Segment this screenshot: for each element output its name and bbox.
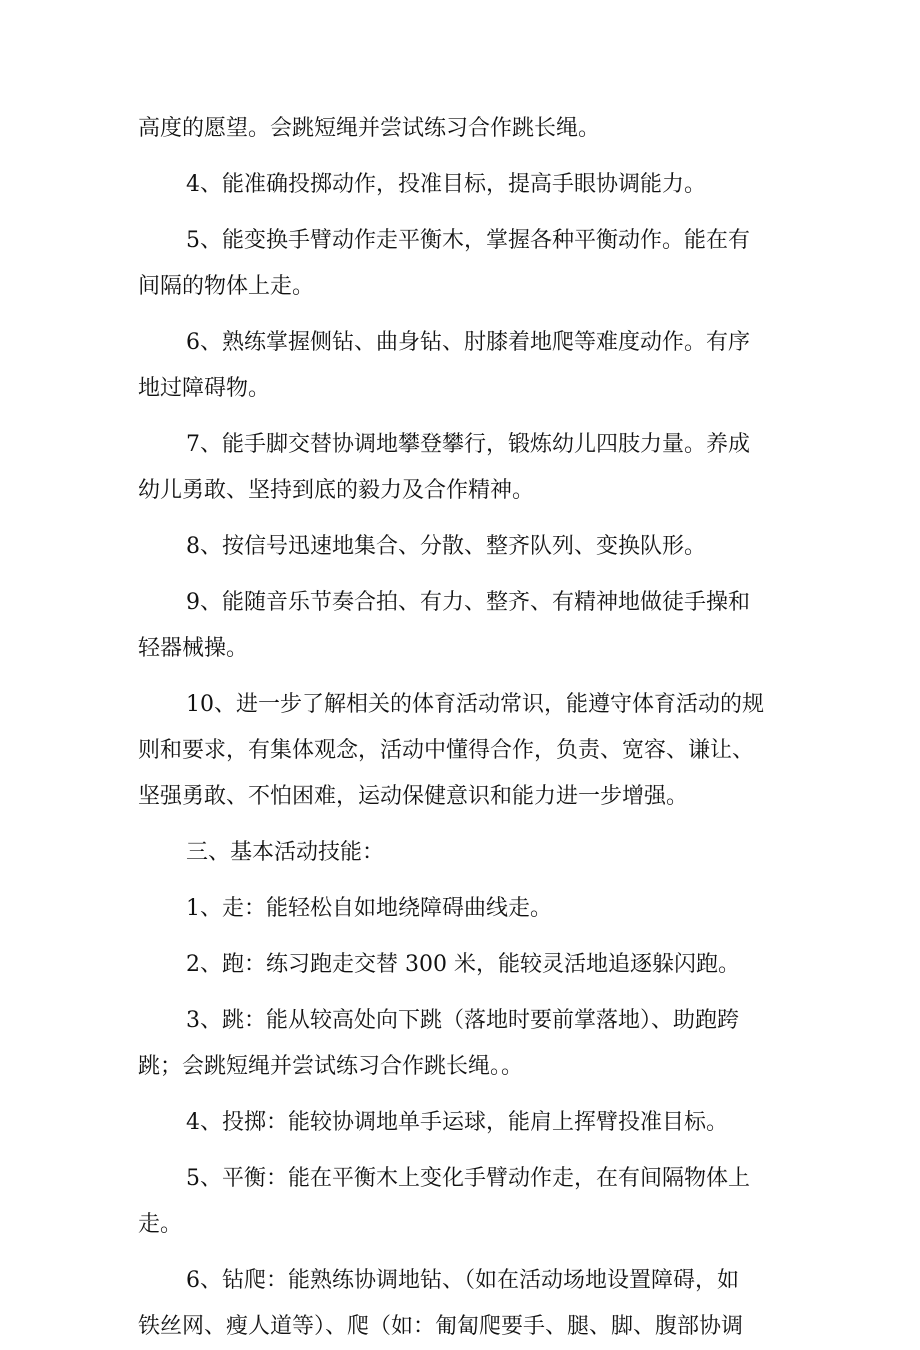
text-line: 8、按信号迅速地集合、分散、整齐队列、变换队形。	[186, 534, 706, 559]
paragraph-gap	[138, 570, 798, 580]
paragraph-gap	[138, 412, 798, 422]
paragraph-gap	[138, 514, 798, 524]
text-line: 则和要求，有集体观念，活动中懂得合作，负责、宽容、谦让、	[138, 738, 755, 763]
paragraph-gap	[138, 152, 798, 162]
text-line: 走。	[138, 1212, 183, 1237]
text-line: 5、能变换手臂动作走平衡木，掌握各种平衡动作。能在有	[186, 228, 750, 253]
text-line: 跳；会跳短绳并尝试练习合作跳长绳。。	[138, 1054, 524, 1079]
text-line: 6、钻爬：能熟练协调地钻、（如在活动场地设置障碍，如	[186, 1268, 739, 1293]
text-line: 3、跳：能从较高处向下跳（落地时要前掌落地）、助跑跨	[186, 1008, 739, 1033]
paragraph-gap	[138, 208, 798, 218]
text-line: 4、能准确投掷动作，投准目标，提高手眼协调能力。	[186, 172, 706, 197]
paragraph-gap	[138, 310, 798, 320]
text-line: 6、熟练掌握侧钻、曲身钻、肘膝着地爬等难度动作。有序	[186, 330, 750, 355]
body-text	[138, 106, 798, 1350]
text-line: 5、平衡：能在平衡木上变化手臂动作走，在有间隔物体上	[186, 1166, 750, 1191]
text-line: 坚强勇敢、不怕困难，运动保健意识和能力进一步增强。	[138, 784, 689, 809]
text-line: 间隔的物体上走。	[138, 274, 315, 299]
text-line: 高度的愿望。会跳短绳并尝试练习合作跳长绳。	[138, 116, 601, 141]
text-line: 轻器械操。	[138, 636, 249, 661]
paragraph-gap	[138, 988, 798, 998]
paragraph-gap	[138, 1146, 798, 1156]
text-line: 7、能手脚交替协调地攀登攀行，锻炼幼儿四肢力量。养成	[186, 432, 750, 457]
text-line: 三、基本活动技能：	[186, 840, 385, 865]
paragraph-gap	[138, 1090, 798, 1100]
paragraph-gap	[138, 820, 798, 830]
text-line: 地过障碍物。	[138, 376, 271, 401]
text-line: 4、投掷：能较协调地单手运球，能肩上挥臂投准目标。	[186, 1110, 728, 1135]
text-line: 10、进一步了解相关的体育活动常识，能遵守体育活动的规	[186, 692, 764, 717]
text-line: 1、走：能轻松自如地绕障碍曲线走。	[186, 896, 552, 921]
paragraph-gap	[138, 1248, 798, 1258]
text-line: 2、跑：练习跑走交替 300 米，能较灵活地追逐躲闪跑。	[186, 952, 740, 977]
text-line: 9、能随音乐节奏合拍、有力、整齐、有精神地做徒手操和	[186, 590, 750, 615]
paragraph-gap	[138, 932, 798, 942]
text-line: 幼儿勇敢、坚持到底的毅力及合作精神。	[138, 478, 535, 503]
text-line: 铁丝网、瘦人道等）、爬（如：匍匐爬要手、腿、脚、腹部协调	[138, 1314, 744, 1339]
paragraph-gap	[138, 876, 798, 886]
paragraph-gap	[138, 672, 798, 682]
